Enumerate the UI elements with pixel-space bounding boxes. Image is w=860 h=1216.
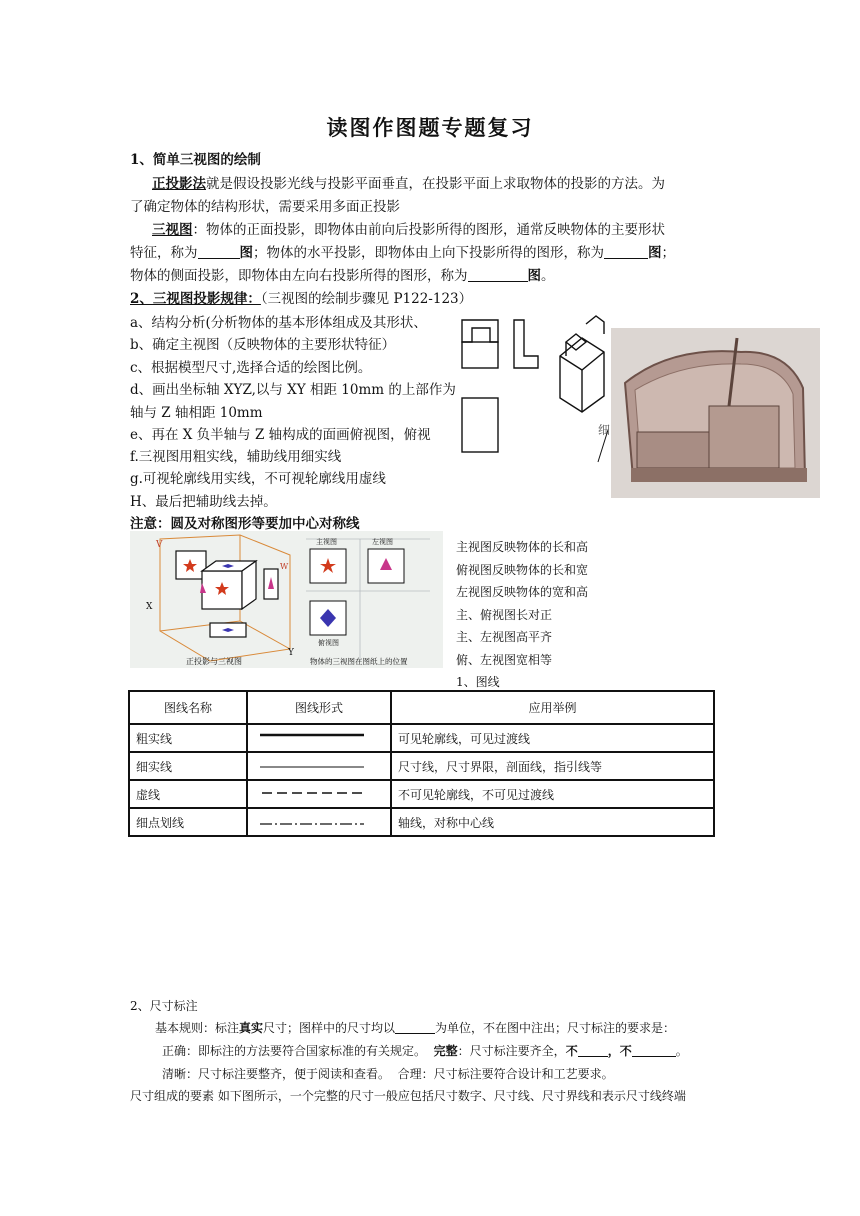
section-dimension-heading: 2、尺寸标注	[130, 999, 198, 1013]
front-view-label: 主视图	[316, 538, 337, 546]
fill-blank[interactable]	[468, 267, 528, 282]
text-fragment: 。	[541, 268, 555, 284]
line-use-cell: 不可见轮廓线，不可见过渡线	[391, 780, 714, 808]
paragraph-orthographic-line2: 了确定物体的结构形状，需要采用多面正投影	[130, 199, 400, 215]
fill-blank[interactable]	[604, 244, 648, 259]
front-view-shape	[462, 320, 498, 368]
fact-item: 主视图反映物体的长和高	[456, 540, 589, 554]
note-symmetry: 注意：圆及对称图形等要加中心对称线	[130, 516, 360, 532]
projection-diagram	[130, 531, 443, 668]
requirement-line	[162, 1041, 688, 1061]
text-fragment: 。	[675, 1044, 688, 1058]
dashed-line-sample	[254, 787, 366, 799]
line-sample-cell	[247, 724, 391, 752]
requirement-line	[162, 1064, 614, 1084]
table-row	[129, 724, 714, 752]
line-name-cell: 粗实线	[129, 724, 247, 752]
dimension-elements-line: 尺寸组成的要素 如下图所示，一个完整的尺寸一般应包括尺寸数字、尺寸线、尺寸界线和表示尺寸线终端	[130, 1089, 686, 1103]
three-view-sketch	[458, 312, 611, 472]
axis-v-label: V	[156, 540, 163, 550]
text-fragment: 图	[648, 245, 662, 261]
left-view-label: 左视图	[372, 538, 393, 546]
axis-y-label: Y	[288, 648, 294, 658]
line-name-cell: 细实线	[129, 752, 247, 780]
diagram-caption-left: 正投影与三视图	[186, 657, 242, 666]
rule-line	[155, 1018, 675, 1038]
text-fragment: 完整	[433, 1044, 458, 1058]
step-item: d、画出坐标轴 XYZ,以与 XY 相距 10mm 的上部作为	[130, 382, 456, 398]
section-1-heading: 1、简单三视图的绘制	[130, 152, 261, 168]
fact-item: 俯视图反映物体的长和宽	[456, 563, 589, 577]
dash-dot-line-sample	[254, 815, 366, 827]
line-use-cell: 可见轮廓线，可见过渡线	[391, 724, 714, 752]
step-item: H、最后把辅助线去掉。	[130, 494, 277, 510]
text-fragment: ：尺寸标注要齐全，	[457, 1044, 566, 1058]
fill-blank[interactable]	[198, 244, 240, 259]
line-sample-cell	[247, 808, 391, 836]
step-item: g.可视轮廓线用实线，不可视轮廓线用虚线	[130, 471, 386, 487]
side-view-shape	[514, 320, 538, 368]
diagram-caption-right: 物体的三视图在图纸上的位置	[310, 657, 408, 666]
step-item: e、再在 X 负半轴与 Z 轴构成的面画俯视图，俯视	[130, 427, 431, 443]
section-2-note: （三视图的绘制步骤见 P122-123）	[260, 291, 473, 307]
table-header-cell: 应用举例	[391, 691, 714, 724]
fill-blank[interactable]	[395, 1020, 435, 1034]
term-orthographic: 正投影法	[152, 176, 206, 192]
text-fragment: ；	[661, 245, 675, 261]
line-name-cell: 虚线	[129, 780, 247, 808]
text-fragment: 尺寸；图样中的尺寸均以	[263, 1021, 396, 1035]
line-types-table	[128, 690, 715, 837]
paragraph-three-view-line2	[130, 242, 675, 264]
text-fragment: 正确：即标注的方法要符合国家标准的有关规定。	[162, 1044, 427, 1058]
isometric-shape	[560, 316, 604, 412]
text-fragment: ，不	[607, 1044, 632, 1058]
top-view-shape	[462, 398, 498, 452]
text-fragment: 为单位，不在图中注出；尺寸标注的要求是：	[435, 1021, 676, 1035]
table-row	[129, 808, 714, 836]
fill-blank[interactable]	[632, 1043, 676, 1057]
pen-holder-photo	[611, 328, 820, 498]
paragraph-three-view-line3	[130, 265, 555, 287]
step-item: b、确定主视图（反映物体的主要形状特征）	[130, 337, 396, 353]
line-use-cell: 轴线，对称中心线	[391, 808, 714, 836]
section-2-title: 2、三视图投影规律：	[130, 291, 261, 307]
line-use-cell: 尺寸线，尺寸界限，剖面线，指引线等	[391, 752, 714, 780]
step-item: c、根据模型尺寸,选择合适的绘图比例。	[130, 360, 372, 376]
table-row	[129, 780, 714, 808]
thick-line-sample	[254, 731, 366, 743]
section-2-heading	[130, 288, 472, 310]
step-item: 轴与 Z 轴相距 10mm	[130, 405, 263, 421]
text-fragment: 图	[239, 245, 253, 261]
arrow-label: 细	[598, 423, 611, 437]
text-fragment: 不	[565, 1044, 578, 1058]
paragraph-orthographic-text: 就是假设投影光线与投影平面垂直，在投影平面上求取物体的投影的方法。为	[206, 176, 665, 192]
top-view-label: 俯视图	[318, 639, 339, 647]
paragraph-three-view-text: ：物体的正面投影，即物体由前向后投影所得的图形，通常反映物体的主要形状	[192, 222, 665, 238]
line-sample-cell	[247, 780, 391, 808]
term-three-view: 三视图	[152, 222, 193, 238]
thin-line-sample	[254, 759, 366, 771]
text-fragment: 清晰：尺寸标注要整齐，便于阅读和查看。	[162, 1067, 391, 1081]
section-lines-heading: 1、图线	[456, 675, 500, 689]
table-header-cell: 图线名称	[129, 691, 247, 724]
step-item: a、结构分析(分析物体的基本形体组成及其形状、	[130, 315, 427, 331]
paragraph-three-view	[152, 219, 665, 241]
step-item: f.三视图用粗实线，辅助线用细实线	[130, 449, 342, 465]
table-row	[129, 752, 714, 780]
fact-item: 主、左视图高平齐	[456, 630, 553, 644]
line-sample-cell	[247, 752, 391, 780]
fact-item: 左视图反映物体的宽和高	[456, 585, 589, 599]
text-fragment: 合理：尺寸标注要符合设计和工艺要求。	[397, 1067, 614, 1081]
text-fragment: 图	[527, 268, 541, 284]
table-header-row	[129, 691, 714, 724]
line-name-cell: 细点划线	[129, 808, 247, 836]
text-fragment: 基本规则：标注	[155, 1021, 240, 1035]
fact-item: 主、俯视图长对正	[456, 608, 553, 622]
axis-x-label: X	[146, 602, 153, 612]
table-header-cell: 图线形式	[247, 691, 391, 724]
page-title: 读图作图题专题复习	[326, 115, 534, 140]
text-fragment: ；物体的水平投影，即物体由上向下投影所得的图形，称为	[253, 245, 604, 261]
paragraph-orthographic	[152, 173, 665, 195]
axis-w-label: W	[280, 562, 289, 571]
text-fragment: 物体的侧面投影，即物体由左向右投影所得的图形，称为	[130, 268, 468, 284]
fact-item: 俯、左视图宽相等	[456, 653, 553, 667]
text-fragment: 真实	[239, 1021, 264, 1035]
fill-blank[interactable]	[578, 1043, 608, 1057]
text-fragment: 特征，称为	[130, 245, 198, 261]
